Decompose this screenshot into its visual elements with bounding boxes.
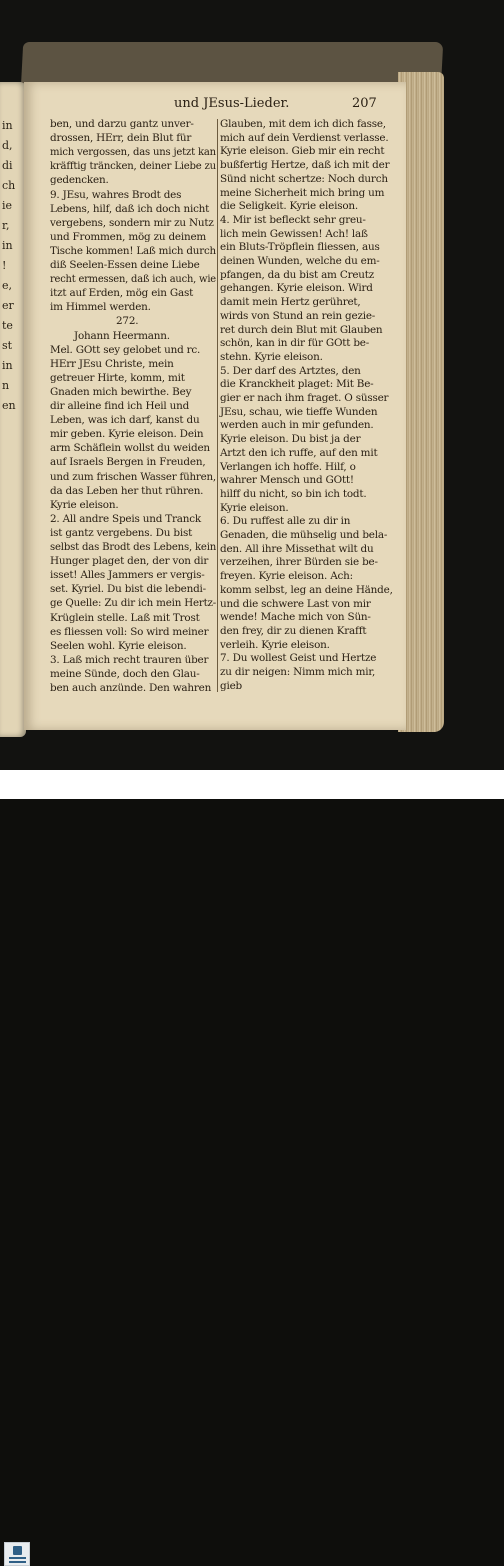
- text-line: wende! Mache mich von Sün-: [220, 611, 371, 624]
- text-line: 7. Du wollest Geist und Hertze: [220, 652, 377, 665]
- facing-page-fragment: te: [2, 319, 13, 332]
- facing-page-fragment: in: [2, 119, 13, 132]
- text-line: Lebens, hilf, daß ich doch nicht: [50, 202, 210, 215]
- text-line: meine Sicherheit mich bring um: [220, 186, 385, 199]
- text-line: gieb: [220, 679, 242, 692]
- facing-page-fragment: in: [2, 359, 13, 372]
- facing-page-fragment: !: [2, 259, 7, 272]
- facing-page-fragment: ch: [2, 179, 16, 192]
- text-line: Gnaden mich bewirthe. Bey: [50, 385, 192, 398]
- text-line: 5. Der darf des Artztes, den: [220, 364, 361, 377]
- text-line: ben auch anzünde. Den wahren: [50, 682, 212, 694]
- text-line: arm Schäflein wollst du weiden: [50, 442, 210, 455]
- text-line: Kyrie eleison. Gieb mir ein recht: [220, 145, 385, 158]
- running-head: und JEsus-Lieder.: [174, 96, 290, 111]
- text-line: selbst das Brodt des Lebens, kein: [50, 541, 217, 553]
- text-line: HErr JEsu Christe, mein: [50, 357, 174, 370]
- viewer-footer: [0, 770, 504, 799]
- text-line: 4. Mir ist befleckt sehr greu-: [220, 213, 366, 226]
- text-line: gedencken.: [50, 174, 109, 187]
- text-line: und Frommen, mög zu deinem: [50, 230, 207, 243]
- page-number: 207: [352, 96, 377, 111]
- text-line: Kyrie eleison.: [50, 498, 119, 511]
- text-line: da das Leben her thut rühren.: [50, 484, 204, 497]
- text-line: diß Seelen-Essen deine Liebe: [50, 259, 200, 271]
- text-line: ist gantz vergebens. Du bist: [50, 526, 193, 539]
- text-line: mir geben. Kyrie eleison. Dein: [50, 428, 204, 441]
- text-line: Genaden, die mühselig und bela-: [220, 529, 388, 541]
- text-line: damit mein Hertz gerühret,: [220, 296, 361, 309]
- facing-page-fragment: in: [2, 239, 13, 252]
- text-line: 3. Laß mich recht trauren über: [50, 653, 209, 666]
- facing-page-edge: [0, 82, 26, 737]
- text-line: 2. All andre Speis und Tranck: [50, 512, 201, 525]
- text-line: die Kranckheit plaget: Mit Be-: [220, 378, 374, 391]
- text-line: auf Israels Bergen in Freuden,: [50, 456, 206, 469]
- text-line: lich mein Gewissen! Ach! laß: [220, 227, 368, 240]
- text-line: Kyrie eleison. Du bist ja der: [220, 433, 361, 446]
- text-line: bußfertig Hertze, daß ich mit der: [220, 159, 390, 172]
- text-line: mich auf dein Verdienst verlasse.: [220, 131, 389, 144]
- text-line: recht ermessen, daß ich auch, wie: [50, 273, 216, 286]
- scan-background: [0, 0, 504, 770]
- text-line: getreuer Hirte, komm, mit: [50, 371, 185, 384]
- text-line: JEsu, schau, wie tieffe Wunden: [220, 405, 378, 418]
- text-line: ge Quelle: Zu dir ich mein Hertz-: [50, 597, 217, 610]
- text-line: Sünd nicht schertze: Noch durch: [220, 172, 388, 185]
- text-line: Hunger plaget den, der von dir: [50, 555, 209, 568]
- facing-page-fragment: d,: [2, 139, 13, 152]
- facing-page-fragment: ie: [2, 199, 13, 212]
- text-line: hilff du nicht, so bin ich todt.: [220, 487, 367, 500]
- facing-page-fragment: r,: [2, 219, 10, 232]
- hymn-number: 272.: [116, 315, 139, 328]
- text-line: Kyrie eleison.: [220, 501, 289, 514]
- facing-page-fragment: n: [2, 379, 10, 392]
- facing-page-fragment: st: [2, 339, 13, 352]
- text-line: Krüglein stelle. Laß mit Trost: [50, 611, 200, 624]
- text-line: gier er nach ihm fraget. O süsser: [220, 392, 389, 404]
- facing-page-fragment: e,: [2, 279, 13, 292]
- text-line: mich vergossen, das uns jetzt kan: [50, 146, 216, 159]
- text-line: freyen. Kyrie eleison. Ach:: [220, 570, 353, 583]
- facing-page-fragment: di: [2, 159, 13, 172]
- library-logo-icon[interactable]: [4, 1542, 30, 1566]
- text-line: vergebens, sondern mir zu Nutz: [50, 216, 214, 229]
- text-line: Seelen wohl. Kyrie eleison.: [50, 639, 187, 652]
- text-line: dir alleine find ich Heil und: [50, 400, 190, 412]
- facing-page-fragment: en: [2, 399, 16, 412]
- text-line: werden auch in mir gefunden.: [220, 419, 374, 432]
- text-line: gehangen. Kyrie eleison. Wird: [220, 282, 373, 295]
- text-line: Glauben, mit dem ich dich fasse,: [220, 118, 386, 130]
- text-line: im Himmel werden.: [50, 301, 151, 314]
- text-line: komm selbst, leg an deine Hände,: [220, 583, 393, 596]
- text-line: Mel. GOtt sey gelobet und rc.: [50, 343, 201, 356]
- text-line: 9. JEsu, wahres Brodt des: [50, 188, 182, 201]
- text-line: itzt auf Erden, mög ein Gast: [50, 287, 194, 300]
- text-line: wahrer Mensch und GOtt!: [220, 474, 354, 487]
- text-line: deinen Wunden, welche du em-: [220, 255, 380, 267]
- text-line: stehn. Kyrie eleison.: [220, 350, 323, 363]
- text-line: 6. Du ruffest alle zu dir in: [220, 515, 351, 528]
- text-line: Verlangen ich hoffe. Hilf, o: [220, 460, 356, 473]
- text-line: isset! Alles Jammers er vergis-: [50, 569, 205, 582]
- text-line: pfangen, da du bist am Creutz: [220, 268, 375, 281]
- text-line: verzeihen, ihrer Bürden sie be-: [220, 556, 378, 569]
- text-line: verleih. Kyrie eleison.: [220, 638, 330, 651]
- text-line: drossen, HErr, dein Blut für: [50, 132, 192, 145]
- text-line: set. Kyriel. Du bist die lebendi-: [50, 583, 206, 596]
- text-line: ret durch dein Blut mit Glauben: [220, 323, 383, 336]
- text-line: wirds von Stund an rein gezie-: [220, 309, 376, 322]
- facing-page-fragment: er: [2, 299, 14, 312]
- text-line: ben, und darzu gantz unver-: [50, 118, 194, 130]
- text-line: schön, kan in dir für GOtt be-: [220, 337, 370, 350]
- text-line: den. All ihre Missethat wilt du: [220, 542, 374, 555]
- hymn-author: Johann Heermann.: [74, 329, 170, 342]
- text-line: und zum frischen Wasser führen,: [50, 470, 216, 483]
- column-divider: [217, 119, 218, 692]
- text-line: Leben, was ich darf, kanst du: [50, 414, 200, 427]
- text-line: kräfftig träncken, deiner Liebe zu: [50, 160, 216, 173]
- book-page: [24, 82, 406, 730]
- text-line: und die schwere Last von mir: [220, 597, 371, 610]
- text-line: Artzt den ich ruffe, auf den mit: [220, 446, 378, 459]
- text-line: Tische kommen! Laß mich durch: [50, 244, 216, 257]
- text-line: es fliessen voll: So wird meiner: [50, 625, 209, 638]
- text-line: die Seligkeit. Kyrie eleison.: [220, 200, 358, 213]
- text-line: den frey, dir zu dienen Krafft: [220, 624, 367, 637]
- text-line: zu dir neigen: Nimm mich mir,: [220, 666, 376, 678]
- text-line: meine Sünde, doch den Glau-: [50, 667, 200, 680]
- text-line: ein Bluts-Tröpflein fliessen, aus: [220, 241, 380, 254]
